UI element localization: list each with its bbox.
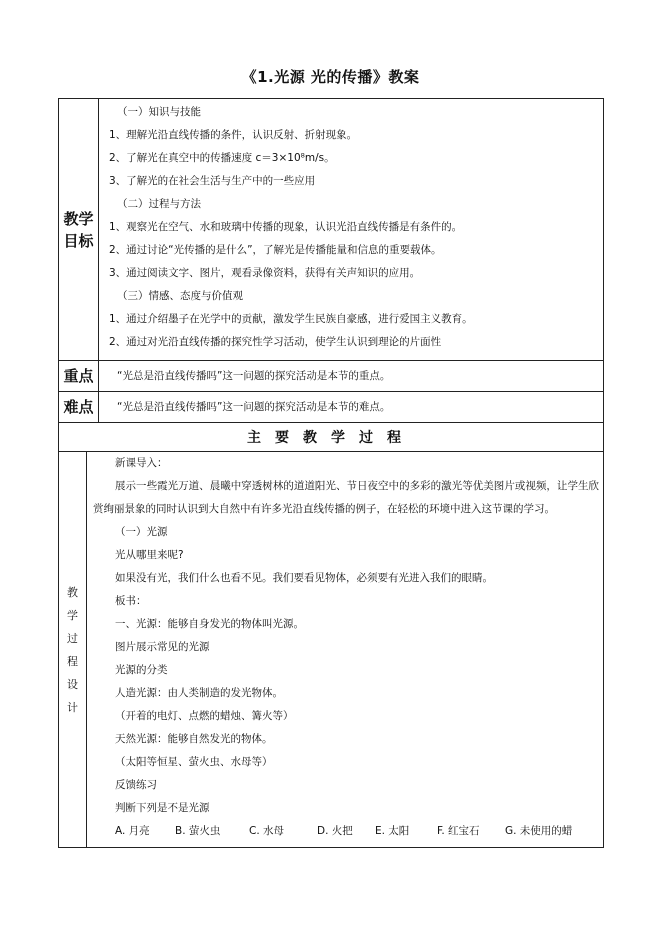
key-point-content: [99, 361, 604, 392]
goal-item: 1、观察光在空气、水和玻璃中传播的现象，认识光沿直线传播是有条件的。: [109, 221, 463, 233]
goal-item: 2、通过讨论“光传播的是什么”，了解光是传播能量和信息的重要载体。: [109, 244, 442, 256]
process-line: 如果没有光，我们什么也看不见。我们要看见物体，必须要有光进入我们的眼睛。: [115, 572, 493, 584]
option-a: A. 月亮: [115, 825, 150, 837]
goals-list: [99, 99, 603, 360]
process-line: 光从哪里来呢?: [115, 549, 184, 561]
difficult-point-text: “光总是沿直线传播吗”这一问题的探究活动是本节的难点。: [117, 401, 391, 413]
intro-paragraph: 展示一些霞光万道、晨曦中穿透树林的道道阳光、节日夜空中的多彩的激光等优美图片或视频，让学生欣赏绚丽景象的同时认识到大自然中有许多光沿直线传播的例子，在轻松的环境中进入这节课的学习。: [93, 480, 599, 515]
goal-item: 1、理解光沿直线传播的条件，认识反射、折射现象。: [109, 129, 358, 141]
goal-item: 3、了解光的在社会生活与生产中的一些应用: [109, 175, 316, 187]
process-label-char: 学: [67, 608, 78, 622]
option-c: C. 水母: [249, 825, 285, 837]
lesson-plan-table: [58, 98, 604, 848]
option-e: E. 太阳: [375, 825, 410, 837]
process-label: [59, 452, 87, 848]
goal-section-heading: （三）情感、态度与价值观: [117, 290, 243, 302]
process-line: 天然光源：能够自然发光的物体。: [115, 733, 273, 745]
goal-item: 3、通过阅读文字、图片，观看录像资料，获得有关声知识的应用。: [109, 267, 421, 279]
process-line: 一、光源：能够自身发光的物体叫光源。: [115, 618, 304, 630]
goals-row: [59, 99, 604, 361]
option-d: D. 火把: [317, 825, 353, 837]
process-content: [87, 452, 604, 848]
difficult-point-content: [99, 392, 604, 423]
process-lines: [93, 521, 599, 820]
process-label-char: 过: [67, 631, 78, 645]
key-point-label: 重点: [59, 361, 99, 392]
option-b: B. 萤火虫: [175, 825, 221, 837]
process-header-row: [59, 423, 604, 452]
process-label-char: 程: [67, 654, 78, 668]
process-line: 光源的分类: [115, 664, 168, 676]
process-line: 人造光源：由人类制造的发光物体。: [115, 687, 283, 699]
goal-section-heading: （二）过程与方法: [117, 198, 201, 210]
process-line: 板书：: [115, 595, 147, 607]
goal-item: 1、通过介绍墨子在光学中的贡献，激发学生民族自豪感，进行爱国主义教育。: [109, 313, 473, 325]
process-label-char: 计: [67, 700, 78, 714]
process-line: 判断下列是不是光源: [115, 802, 210, 814]
key-point-row: [59, 361, 604, 392]
goals-label-line-2: 目标: [63, 231, 94, 250]
process-line: 图片展示常见的光源: [115, 641, 210, 653]
key-point-text: “光总是沿直线传播吗”这一问题的探究活动是本节的重点。: [117, 370, 391, 382]
process-line: （开着的电灯、点燃的蜡烛、篝火等）: [115, 710, 294, 722]
process-label-char: 教: [67, 585, 78, 599]
process-line: （太阳等恒星、萤火虫、水母等）: [115, 756, 273, 768]
process-label-char: 设: [67, 677, 78, 691]
process-body: [87, 452, 603, 847]
goals-content: [99, 99, 604, 361]
goal-item: 2、了解光在真空中的传播速度 c＝3×10⁸m/s。: [109, 152, 335, 164]
process-header: 主要教学过程: [59, 423, 604, 452]
goals-label-line-1: 教学: [63, 209, 94, 228]
process-line: 反馈练习: [115, 779, 157, 791]
process-row: [59, 452, 604, 848]
process-line: （一）光源: [115, 526, 168, 538]
option-f: F. 红宝石: [437, 825, 480, 837]
document-title: 《1.光源 光的传播》教案: [241, 68, 420, 86]
option-g: G. 未使用的蜡: [505, 825, 573, 837]
intro-title: 新课导入：: [115, 457, 168, 469]
goals-label: [59, 99, 99, 361]
goal-item: 2、通过对光沿直线传播的探究性学习活动，使学生认识到理论的片面性: [109, 336, 442, 348]
goal-section-heading: （一）知识与技能: [117, 106, 201, 118]
difficult-point-row: [59, 392, 604, 423]
difficult-point-label: 难点: [59, 392, 99, 423]
options-row: [93, 820, 599, 843]
